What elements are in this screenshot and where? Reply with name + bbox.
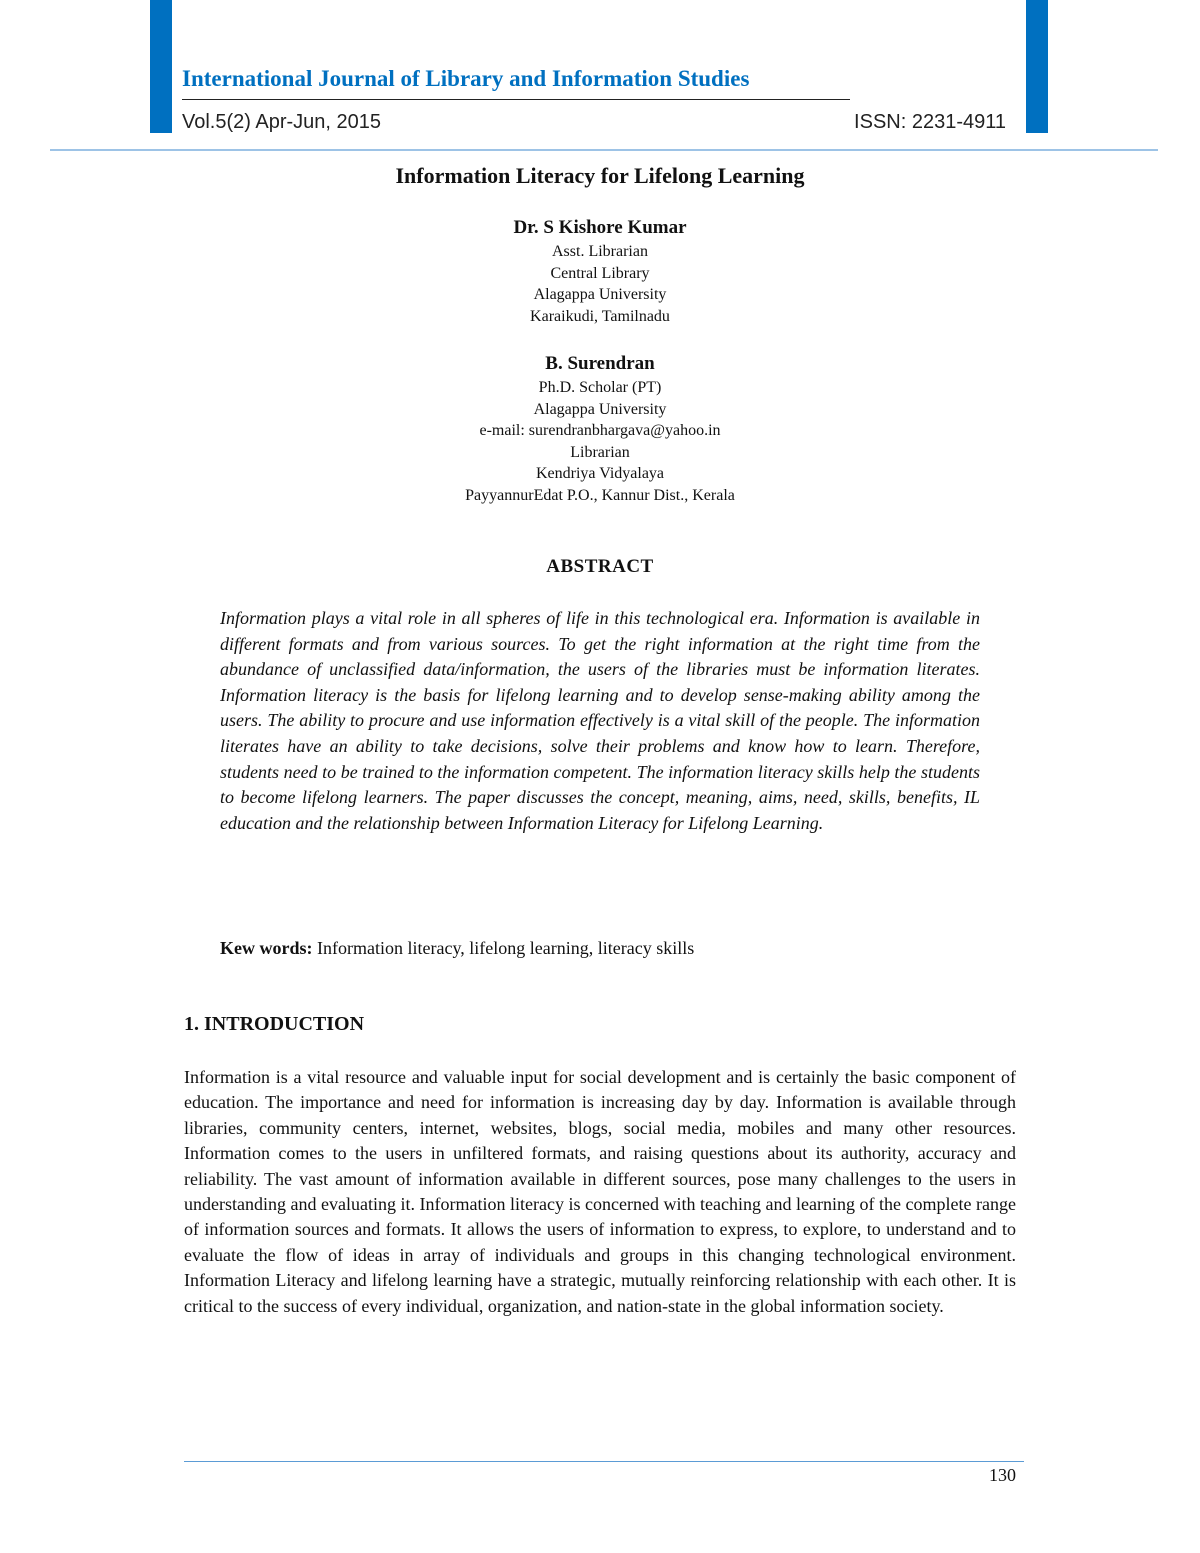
introduction-text: Information is a vital resource and valuable input for social development and is certainly the basic component of education. The importance and need for information is increasing day by day. Information is available through libraries, community centers, internet, websites, blogs, social media, mobiles and many other resources. Information comes to the users in unfiltered formats, and raising questions about its authority, accuracy and reliability. The vast amount of information available in different sources, pose many challenges to the users in understanding and evaluating it. Information literacy is concerned with teaching and learning of the complete range of information sources and formats. It allows the users of information to express, to explore, to understand and to evaluate the flow of ideas in array of individuals and groups in this changing technological environment. Information Literacy and lifelong learning have a strategic, mutually reinforcing relationship with each other. It is critical to the success of every individual, organization, and nation-state in the global information society. <box>184 1067 1016 1316</box>
affiliation-line: Librarian <box>570 443 630 461</box>
keywords-label: Kew words: <box>220 938 313 958</box>
left-accent-bar <box>150 0 172 133</box>
affiliation-line: Central Library <box>550 264 650 282</box>
footer-divider <box>184 1461 1024 1462</box>
volume-info: Vol.5(2) Apr-Jun, 2015 <box>182 111 382 133</box>
author-email: e-mail: surendranbhargava@yahoo.in <box>479 422 721 439</box>
affiliation-line: Ph.D. Scholar (PT) <box>538 379 662 396</box>
section-heading: 1. INTRODUCTION <box>184 1013 365 1035</box>
affiliation-line: Kendriya Vidyalaya <box>535 465 665 482</box>
author-affiliation <box>0 377 1200 506</box>
issn-info: ISSN: 2231-4911 <box>854 111 1006 133</box>
abstract-text: Information plays a vital role in all spheres of life in this technological era. Information is available in different formats and from various sources. To get the right information at the right time from the abundance of unclassified data/information, the users of the libraries must be information literates. Information literacy is the basis for lifelong learning and to develop sense-making ability among the users. The ability to procure and use information effectively is a vital skill of the people. The information literates have an ability to take decisions, solve their problems and know how to learn. Therefore, students need to be trained to the information competent. The information literacy skills help the students to become lifelong learners. The paper discusses the concept, meaning, aims, need, skills, benefits, IL education and the relationship between Information Literacy for Lifelong Learning. <box>220 608 980 833</box>
author-name: B. Surendran <box>545 353 655 374</box>
header-divider <box>50 149 1158 151</box>
journal-title-underline <box>182 99 850 100</box>
author-affiliation <box>0 241 1200 327</box>
paper-title: Information Literacy for Lifelong Learning <box>395 163 805 188</box>
keywords-text: Information literacy, lifelong learning, literacy skills <box>312 938 695 958</box>
author-name: Dr. S Kishore Kumar <box>513 217 687 238</box>
journal-title: International Journal of Library and Information Studies <box>182 66 750 91</box>
right-accent-bar <box>1026 0 1048 133</box>
affiliation-line: Asst. Librarian <box>552 243 648 260</box>
page-number: 130 <box>989 1465 1016 1485</box>
affiliation-line: Alagappa University <box>533 286 667 303</box>
affiliation-line: Karaikudi, Tamilnadu <box>530 307 670 325</box>
affiliation-line: PayyannurEdat P.O., Kannur Dist., Kerala <box>465 486 735 504</box>
keywords-line <box>220 938 694 959</box>
abstract-heading: ABSTRACT <box>546 556 654 577</box>
affiliation-line: Alagappa University <box>533 400 667 418</box>
